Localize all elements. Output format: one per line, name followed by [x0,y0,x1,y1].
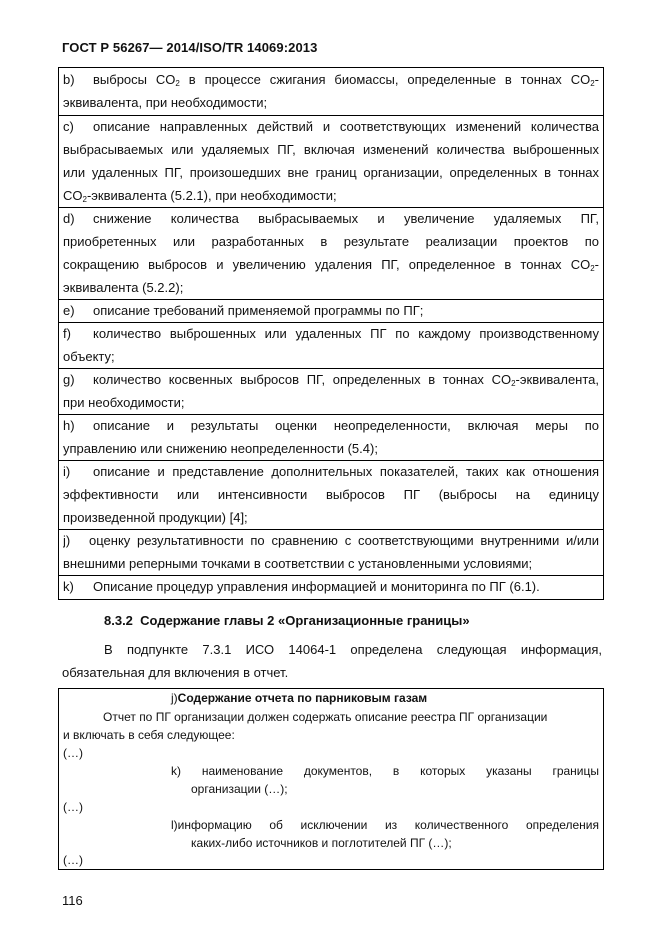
list-item-c: c) описание направленных действий и соответствующих изменений количества выбрасываемых или удаляемых ПГ, включая изменений количества выброшенных или удаленных ПГ, произошедших вне границ организации, определенных в тоннах $CO_2$-эквивалента (5.2.1), при необходимости; [63,119,599,204]
list-item-f: f) количество выброшенных или удаленных ПГ по каждому производственному объекту; [63,326,599,364]
list-item-b [63,68,599,114]
quote-title: j)Содержание отчета по парниковым газам [171,691,428,705]
list-item-j: j) оценку результативности по сравнению с соответствующими внутренними и/или внешними реперными точками в соответствии с установленными условиями; [63,533,599,571]
list-item-e: e) описание требований применяемой программы по ПГ; [63,303,424,318]
list-item-h: h) описание и результаты оценки неопределенности, включая меры по управлению или снижению неопределенности (5.4); [63,418,599,456]
document-header: ГОСТ Р 56267— 2014/ISO/TR 14069:2013 [62,40,318,55]
section-paragraph: В подпункте 7.3.1 ИСО 14064-1 определена следующая информация, обязательная для включения в отчет. [62,642,602,680]
list-item-i: i) описание и представление дополнительных показателей, таких как отношения эффективности или интенсивности выбросов ПГ (выбросы на единицу произведенной продукции) [4]; [63,464,599,525]
page-number: 116 [62,893,83,908]
report-items-box [58,67,604,600]
section-heading: 8.3.2 Содержание главы 2 «Организационные границы» [104,613,470,628]
ellipsis: (…) [63,853,83,867]
item-b-line-1: b) выбросы $CO_2$ в процессе сжигания биомассы, определенные в тоннах $CO_2-$ [63,72,599,88]
list-item-g: g) количество косвенных выбросов ПГ, определенных в тоннах $CO_2$-эквивалента, при необходимости; [63,372,599,410]
list-item-k: k) Описание процедур управления информацией и мониторинга по ПГ (6.1). [63,579,540,594]
quote-box: j)Содержание отчета по парниковым газам Отчет по ПГ организации должен содержать описание реестра ПГ организации и включать в себя следующее: (…) k) наименование документов, в которых указаны границы организации (…); (…) l)информацию об исключении из количественного определения каких-либо источников и поглотителей ПГ (…); (…) [58,688,604,870]
ellipsis: (…) [63,746,83,760]
list-item-d: d) снижение количества выбрасываемых и увеличение удаляемых ПГ, приобретенных или разработанных в результате реализации проектов по сокращению выбросов и увеличению удаления ПГ, определенное в тоннах $CO_2-$ эквивалента (5.2.2); [63,211,599,295]
ellipsis: (…) [63,800,83,814]
item-b-line-2: эквивалента, при необходимости; [63,95,268,110]
